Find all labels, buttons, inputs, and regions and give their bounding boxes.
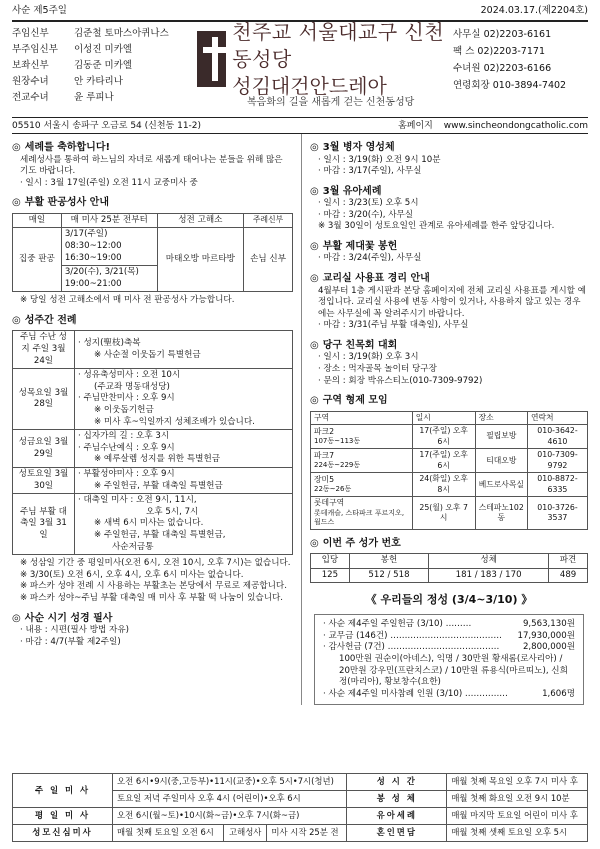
info-line: · 문의 : 회장 박유스티노(010-7309-9792) [318,375,483,386]
table-cell: 3/20(수), 3/21(목) 19:00~21:00 [61,266,157,292]
table-row: 성목요일 3월 28일 · 성유축성미사 : 오전 10시 (주교좌 명동대성당) · 주님만찬미사 : 오후 9시 ※ 이웃돕기헌금 ※ 미사 후~익일까지 성체조배가 있습니다. [13,369,293,430]
offering-box [314,614,584,705]
table-cell: 손님 신부 [244,228,293,292]
address-bar [12,117,588,134]
contacts [453,26,588,117]
info-line: · 내용 : 시편(필사 방법 자유) [20,625,130,635]
offering-line: · 교무금 (146건) ………………………………… 17,930,000원 [323,630,575,641]
offering-detail: 100만원 권순이(아네스), 익명 / 30만원 황새롬(로사리아) / 20만원 강우민(프란치스코) / 10만원 류용식(마르띠노), 신희정(마리아), 황보창수(요한) [339,654,568,688]
parish-name: 천주교 서울대교구 신천동성당 [232,19,445,71]
left-column [12,134,302,705]
top-bar [12,0,588,20]
mass-schedule [12,773,588,842]
contact-row: 연령회장 010-3894-7402 [453,80,567,91]
table-row: 성토요일 3월 30일 · 부활성야미사 : 오후 9시 ※ 주일헌금, 부활 대축일 특별헌금 [13,467,293,493]
table-row: 평 일 미 사 오전 6시(월~토)•10시(화~금)•오후 7시(화~금) 유아세례 매월 마지막 토요일 어린이 미사 후 [13,808,588,825]
staff-row: 보좌신부 김동준 미카엘 [12,60,133,71]
staff-list [12,26,197,117]
info-line: · 마감 : 3/24(주일), 사무실 [318,253,422,264]
table-row: 성모신심미사 매월 첫째 토요일 오전 6시 고해성사 미사 시작 25분 전 혼인면담 매월 첫째 셋째 토요일 오후 5시 [13,825,588,842]
info-line: · 일시 : 3/19(화) 오전 9시 10분 [318,154,441,165]
staff-row: 전교수녀 윤 루피나 [12,92,114,103]
homepage-label: 홈페이지 [398,121,433,131]
table-row: 파크7 224동~229동 17(주일) 오후 6시 티대오방 010-7309-9792 [311,449,588,473]
note: ※ 성삼일 기간 중 평일미사(오전 6시, 오전 10시, 오후 7시)는 없습니다. [20,558,291,569]
section-title: ◎ 당구 친목회 대회 [310,339,398,351]
note: ※ 파스카 성야 전례 시 사용하는 부활초는 본당에서 무료로 제공합니다. [20,581,287,592]
table-header: 성전 고해소 [157,213,244,228]
contact-row: 팩 스 02)2203-7171 [453,46,545,57]
hymn-table: 입당 봉헌 성체 파견 125 512 / 518 181 / 183 / 170 489 [310,553,588,583]
parish-motto: 복음화의 길을 새롭게 걷는 신천동성당 [247,97,415,108]
section-title: ◎ 구역 형제 모임 [310,395,388,407]
note: ※ 3/30(토) 오전 6시, 오후 4시, 오후 6시 미사는 없습니다. [20,569,244,580]
table-row: 파크2 107동~113동 17(주일) 오후 6시 필립보방 010-3642-4610 [311,425,588,449]
confession-note: ※ 당일 성전 고해소에서 매 미사 전 판공성사 가능합니다. [20,295,235,306]
confession-table [12,213,293,293]
contact-row: 수녀원 02)2203-6166 [453,63,552,74]
parish-logo [197,19,453,98]
contact-row: 사무실 02)2203-6161 [453,29,552,40]
section-title: ◎ 성주간 전례 [12,314,77,326]
info-line: · 장소 : 먹자골목 놀이터 당구장 [318,364,437,375]
patron-name: 성김대건안드레아 [232,73,387,98]
baptism-date: · 일시 : 3월 17일(주일) 오전 11시 교중미사 중 [20,177,198,188]
info-line: · 일시 : 3/23(토) 오후 5시 [318,198,419,209]
cross-icon [197,31,226,87]
info-line: · 일시 : 3/19(화) 오후 3시 [318,352,419,363]
header [12,19,588,117]
staff-row: 부주임신부 이성진 미카엘 [12,44,133,55]
table-header: 주례신부 [244,213,293,228]
season-label: 사순 제5주일 [12,5,67,16]
table-header: 매 미사 25분 전부터 [61,213,157,228]
issue-date: 2024.03.17.(제2204호) [480,5,588,16]
info-body: 4월부터 1층 게시판과 본당 홈페이지에 전체 교리실 사용표를 게시할 예정입니다. 교리실 사용에 변동 사항이 있거나, 사용하지 않고 있는 경우에는 사무실에 꼭 알려주시기 바랍니다. [318,285,586,319]
table-cell: 3/17(주일) 08:30~12:00 16:30~19:00 [61,228,157,266]
info-line: · 마감 : 3/31(주님 부활 대축일), 사무실 [318,320,469,331]
info-line: · 마감 : 3/17(주일), 사무실 [318,166,422,177]
note: ※ 파스카 성야~주님 부활 대축일 매 미사 후 부활 떡 나눔이 있습니다. [20,592,284,603]
offering-title: 《 우리들의 정성 (3/4~3/10) 》 [365,593,533,607]
staff-row: 주임신부 김준철 토마스아퀴나스 [12,28,169,39]
table-header: 매일 [13,213,62,228]
table-cell: 집중 판공 [13,228,62,292]
info-line: · 마감 : 3/20(수), 사무실 [318,209,414,220]
holyweek-table [12,330,293,555]
table-row: 롯데구역 롯데캐슬, 스타파크 푸르지오, 월드스 25(월) 오후 7시 스테파노102동 010-3726-3537 [311,497,588,529]
table-row: 주님 부활 대축일 3월 31일 · 대축일 미사 : 오전 9시, 11시, 오후 5시, 7시 ※ 새벽 6시 미사는 없습니다. ※ 주일헌금, 부활 대축일 특별헌금, 사순저금통 [13,494,293,555]
section-title: ◎ 3월 유아세례 [310,185,382,197]
offering-line: · 사순 제4주일 주일헌금 (3/10) ……… 9,563,130원 [323,619,575,630]
offering-line: · 감사헌금 (7건) ………………………………… 2,800,000원 [323,642,575,653]
section-title: ◎ 부활 판공성사 안내 [12,197,109,209]
table-row: 토요일 저녁 주일미사 오후 4시 (어린이)•오후 6시 봉 성 체 매월 첫째 화요일 오전 9시 10분 [13,791,588,808]
section-title: ◎ 부활 제대꽃 봉헌 [310,240,398,252]
info-line: · 마감 : 4/7(부활 제2주일) [20,636,121,647]
section-title: ◎ 세례를 축하합니다! [12,142,111,153]
address: 05510 서울시 송파구 오금로 54 (신천동 11-2) [12,121,202,131]
district-table: 구역 일시 장소 연락처 파크2 107동~113동 17(주일) 오후 6시 필립보방 010-3642-4610 파크7 224동~229동 17(주일) 오후 6시 티대오방 010-7309-9792 장미5 22동~26동 24(화일) 오후 8시 베드로사목실 010-8872-6335 롯데구역 롯데캐슬, 스타파크 푸르지오, 월드스 25(월) 오후 7시 스테파노102동 010-3726-3537 [310,411,588,530]
section-title: ◎ 교리실 사용표 경리 안내 [310,273,430,285]
table-row: 주 일 미 사 오전 6시•9시(중,고등부)•11시(교중)•오후 5시•7시(청년) 성 시 간 매월 첫째 목요일 오후 7시 미사 후 [13,774,588,791]
table-row: 성금요일 3월 29일 · 십자가의 길 : 오후 3시 · 주님수난예식 : 오후 9시 ※ 예루살렘 성지를 위한 특별헌금 [13,430,293,468]
baptism-body: 세례성사를 통하여 하느님의 자녀로 새롭게 태어나는 분들을 위해 많은 기도 바랍니다. [20,154,283,177]
section-title: ◎ 사순 시기 성경 필사 [12,612,113,624]
section-title: ◎ 이번 주 성가 번호 [310,537,401,549]
homepage-link[interactable]: www.sincheondongcatholic.com [443,121,588,131]
staff-row: 원장수녀 안 카타리나 [12,76,123,87]
note: ※ 3월 30일이 성토요일인 관계로 유아세례를 한주 앞당깁니다. [318,221,555,232]
table-cell: 마태오방 마르타방 [157,228,244,292]
right-column [302,134,588,705]
table-row: 주님 수난 성지 주일 3월 24일 · 성지(聖枝)축복 ※ 사순절 이웃돕기 특별헌금 [13,331,293,369]
section-title: ◎ 3월 병자 영성체 [310,142,395,153]
offering-line: · 사순 제4주일 미사참례 인원 (3/10) …………… 1,606명 [323,688,575,699]
table-row: 장미5 22동~26동 24(화일) 오후 8시 베드로사목실 010-8872-6335 [311,473,588,497]
